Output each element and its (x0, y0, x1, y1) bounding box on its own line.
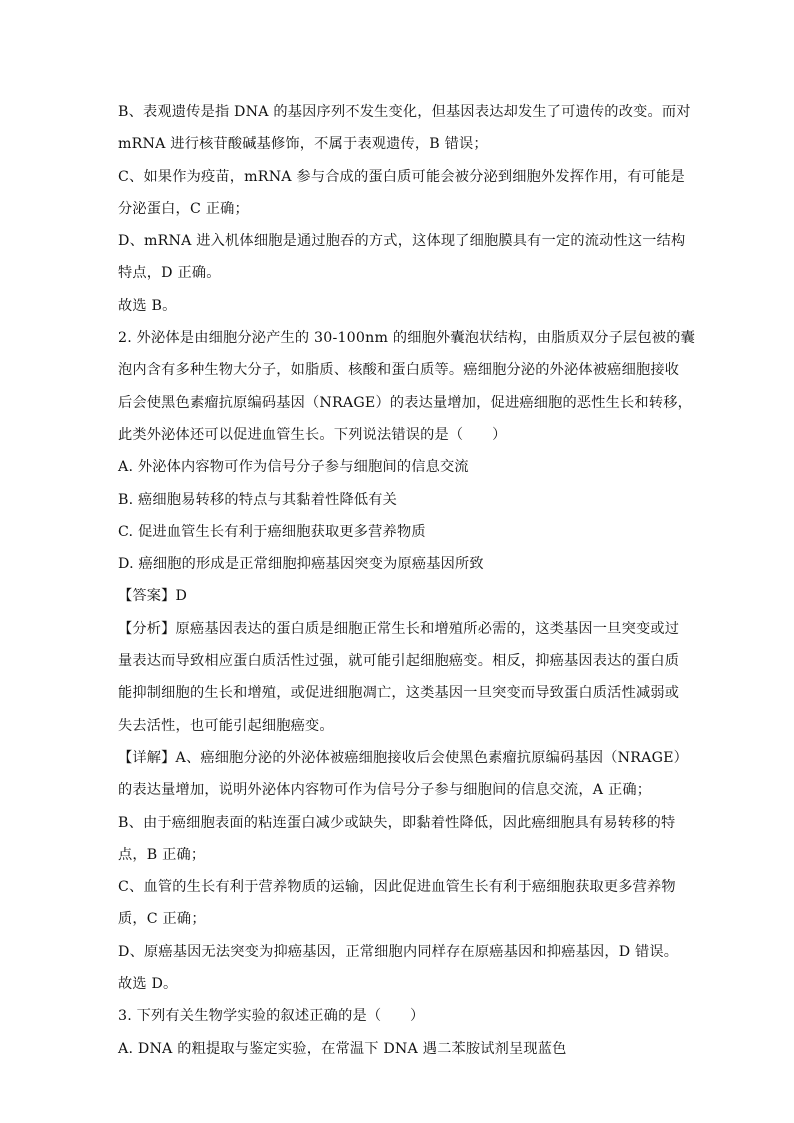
text-line: D、mRNA 进入机体细胞是通过胞吞的方式，这体现了细胞膜具有一定的流动性这一结构 (118, 233, 686, 250)
explanation-line: B、由于癌细胞表面的粘连蛋白减少或缺失，即黏着性降低，因此癌细胞具有易转移的特 (118, 814, 676, 831)
explanation-line: C、血管的生长有利于营养物质的运输，因此促进血管生长有利于癌细胞获取更多营养物 (118, 879, 676, 896)
question-line: 此类外泌体还可以促进血管生长。下列说法错误的是（ ） (118, 426, 507, 443)
text-line: B、表观遗传是指 DNA 的基因序列不发生变化，但基因表达却发生了可遗传的改变。而对 (118, 104, 691, 120)
answer-line: 【答案】D (118, 588, 188, 605)
explanation-line: 质，C 正确； (118, 911, 206, 928)
option-line: B. 癌细胞易转移的特点与其黏着性降低有关 (118, 491, 398, 508)
analysis-line: 【分析】原癌基因表达的蛋白质是细胞正常生长和增殖所必需的，这类基因一旦突变或过 (118, 620, 680, 637)
text-line: 分泌蛋白，C 正确； (118, 200, 249, 217)
question-line: 2. 外泌体是由细胞分泌产生的 30-100nm 的细胞外囊泡状结构，由脂质双分子层包被的囊 (118, 330, 695, 347)
explanation-line: 点，B 正确； (118, 846, 206, 863)
document-page (118, 96, 695, 1065)
text-line: C、如果作为疫苗，mRNA 参与合成的蛋白质可能会被分泌到细胞外发挥作用，有可能是 (118, 168, 685, 185)
option-line: A. 外泌体内容物可作为信号分子参与细胞间的信息交流 (118, 459, 469, 476)
question-line: 后会使黑色素瘤抗原编码基因（NRAGE）的表达量增加，促进癌细胞的恶性生长和转移， (118, 394, 692, 411)
question-line: 泡内含有多种生物大分子，如脂质、核酸和蛋白质等。癌细胞分泌的外泌体被癌细胞接收 (118, 362, 680, 379)
analysis-line: 能抑制细胞的生长和增殖，或促进细胞凋亡，这类基因一旦突变而导致蛋白质活性减弱或 (118, 685, 680, 702)
text-line: mRNA 进行核苷酸碱基修饰，不属于表观遗传，B 错误； (118, 136, 488, 153)
question-line: 3. 下列有关生物学实验的叙述正确的是（ ） (118, 1008, 425, 1025)
text-line: 故选 B。 (118, 297, 177, 314)
explanation-line: 故选 D。 (118, 976, 178, 993)
explanation-line: D、原癌基因无法突变为抑癌基因，正常细胞内同样存在原癌基因和抑癌基因，D 错误。 (118, 943, 679, 960)
option-line: D. 癌细胞的形成是正常细胞抑癌基因突变为原癌基因所致 (118, 556, 484, 573)
explanation-line: 【详解】A、癌细胞分泌的外泌体被癌细胞接收后会使黑色素瘤抗原编码基因（NRAGE） (118, 749, 689, 766)
text-line: 特点，D 正确。 (118, 265, 221, 282)
option-line: C. 促进血管生长有利于癌细胞获取更多营养物质 (118, 523, 426, 540)
analysis-line: 失去活性，也可能引起细胞癌变。 (118, 717, 334, 734)
explanation-line: 的表达量增加，说明外泌体内容物可作为信号分子参与细胞间的信息交流，A 正确； (118, 782, 652, 799)
analysis-line: 量表达而导致相应蛋白质活性过强，就可能引起细胞癌变。相反，抑癌基因表达的蛋白质 (118, 653, 680, 670)
option-line: A. DNA 的粗提取与鉴定实验，在常温下 DNA 遇二苯胺试剂呈现蓝色 (118, 1040, 567, 1057)
